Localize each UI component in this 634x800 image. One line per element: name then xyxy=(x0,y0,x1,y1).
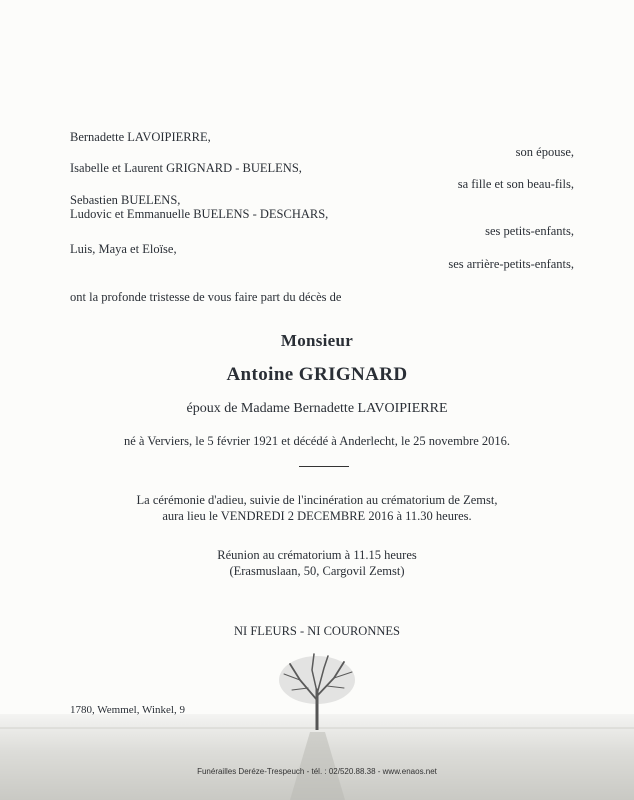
ceremony-line-2: aura lieu le VENDREDI 2 DECEMBRE 2016 à 11.30 heures. xyxy=(162,509,472,523)
separator-rule xyxy=(299,466,349,467)
family-name: Ludovic et Emmanuelle BUELENS - DESCHARS, xyxy=(70,207,329,221)
address: 1780, Wemmel, Winkel, 9 xyxy=(70,704,185,716)
ceremony-line-1: La cérémonie d'adieu, suivie de l'incinération au crématorium de Zemst, xyxy=(136,493,498,507)
spouse-line: époux de Madame Bernadette LAVOIPIERRE xyxy=(186,401,448,416)
family-name: Luis, Maya et Eloïse, xyxy=(70,242,177,256)
honorific: Monsieur xyxy=(280,331,354,350)
footer-credit: Funérailles Deréze-Trespeuch - tél. : 02/520.88.38 - www.enaos.net xyxy=(197,767,437,776)
family-relation: ses petits-enfants, xyxy=(485,224,574,238)
meeting-line-1: Réunion au crématorium à 11.15 heures xyxy=(217,548,417,562)
announcement-text: ont la profonde tristesse de vous faire part du décès de xyxy=(70,290,342,304)
deceased-name: Antoine GRIGNARD xyxy=(226,364,408,385)
family-name: Isabelle et Laurent GRIGNARD - BUELENS, xyxy=(70,161,302,175)
tree-icon xyxy=(272,650,362,730)
family-relation: ses arrière-petits-enfants, xyxy=(448,257,574,271)
family-relation: son épouse, xyxy=(515,145,574,159)
family-name: Bernadette LAVOIPIERRE, xyxy=(70,130,211,144)
family-relation: sa fille et son beau-fils, xyxy=(457,177,574,191)
birth-death-line: né à Verviers, le 5 février 1921 et décédé à Anderlecht, le 25 novembre 2016. xyxy=(123,434,511,448)
flowers-note: NI FLEURS - NI COURONNES xyxy=(234,624,400,638)
meeting-line-2: (Erasmuslaan, 50, Cargovil Zemst) xyxy=(229,564,405,578)
family-name: Sebastien BUELENS, xyxy=(70,193,181,207)
